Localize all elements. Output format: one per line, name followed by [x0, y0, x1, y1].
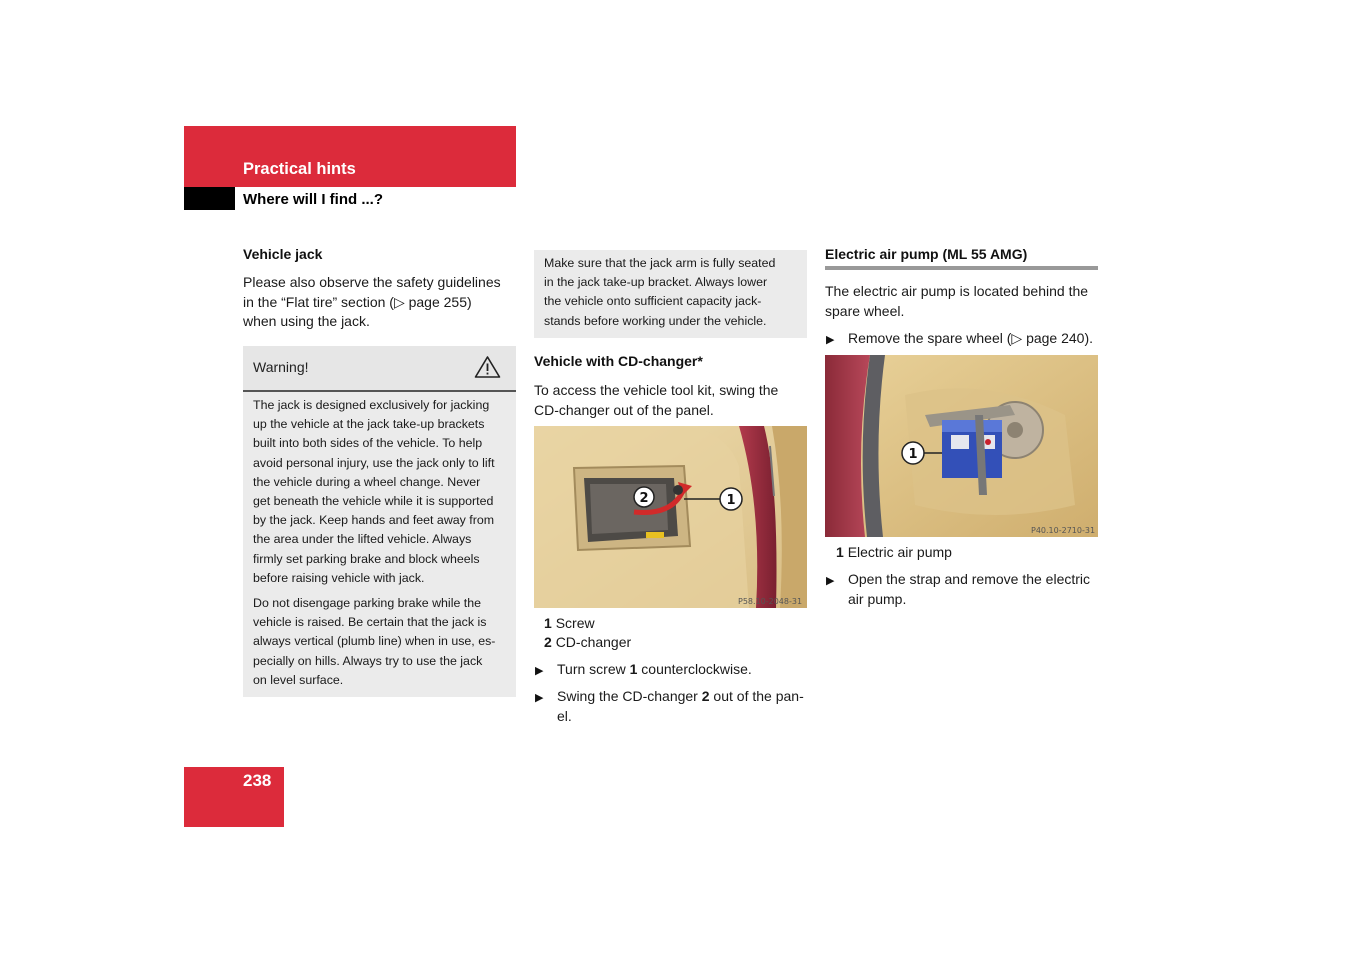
svg-text:1: 1: [908, 447, 918, 462]
section-title: Practical hints: [243, 160, 356, 178]
page-number: 238: [243, 771, 272, 790]
cd-step-2: Swing the CD-changer 2 out of the pan- el.: [557, 688, 804, 724]
bullet-arrow-icon: ▶: [826, 334, 835, 346]
bullet-arrow-icon: ▶: [535, 692, 544, 704]
jack-note-text: Make sure that the jack arm is fully seated in the jack take-up bracket. Always lower the vehicle onto sufficient capacity jack- stands before working under the vehicle.: [544, 256, 776, 328]
cd-step-1: Turn screw 1 counterclockwise.: [557, 661, 752, 677]
cd-changer-heading: Vehicle with CD-changer*: [534, 353, 703, 369]
warning-triangle-icon: [474, 355, 501, 379]
cd-changer-intro: To access the vehicle tool kit, swing the CD-changer out of the panel.: [534, 382, 779, 418]
air-pump-step-2: Open the strap and remove the electric air pump.: [848, 571, 1091, 607]
air-pump-legend: 1 Electric air pump: [836, 544, 952, 560]
cd-legend-2: 2 CD-changer: [544, 634, 632, 650]
air-pump-heading: Electric air pump (ML 55 AMG): [825, 246, 1028, 262]
subsection-title: Where will I find ...?: [243, 191, 384, 208]
warning-paragraph-2: Do not disengage parking brake while the vehicle is raised. Be certain that the jack is always vertical (plumb line) when in use, es- pecially on hills. Always try to use the jack on level surface.: [253, 596, 496, 687]
air-pump-image-code: P40.10-2710-31: [1031, 526, 1096, 535]
svg-text:2: 2: [639, 491, 649, 506]
bullet-arrow-icon: ▶: [826, 575, 835, 587]
air-pump-illustration: [825, 355, 1098, 537]
cd-legend-1: 1 Screw: [544, 615, 595, 631]
air-pump-intro: The electric air pump is located behind the spare wheel.: [825, 283, 1089, 319]
cd-changer-illustration: [534, 426, 807, 608]
heading-rule: [825, 266, 1098, 270]
subsection-marker: [184, 187, 235, 210]
cd-changer-image-code: P58.10-2048-31: [738, 597, 803, 606]
bullet-arrow-icon: ▶: [535, 665, 544, 677]
warning-title: Warning!: [253, 359, 309, 375]
warning-paragraph-1: The jack is designed exclusively for jacking up the vehicle at the jack take-up brackets built into both sides of the vehicle. To help avoid personal injury, use the jack only to lift the vehicle during a wheel change. Never get beneath the vehicle while it is supported by the jack. Keep hands and feet away from the area under the lifted vehicle. Always firmly set parking brake and block wheels before raising vehicle with jack.: [253, 398, 495, 585]
svg-text:1: 1: [726, 493, 736, 508]
vehicle-jack-heading: Vehicle jack: [243, 246, 323, 262]
vehicle-jack-intro: Please also observe the safety guidelines in the “Flat tire” section (▷ page 255) when using the jack.: [243, 274, 501, 329]
air-pump-step-1: Remove the spare wheel (▷ page 240).: [848, 330, 1094, 346]
